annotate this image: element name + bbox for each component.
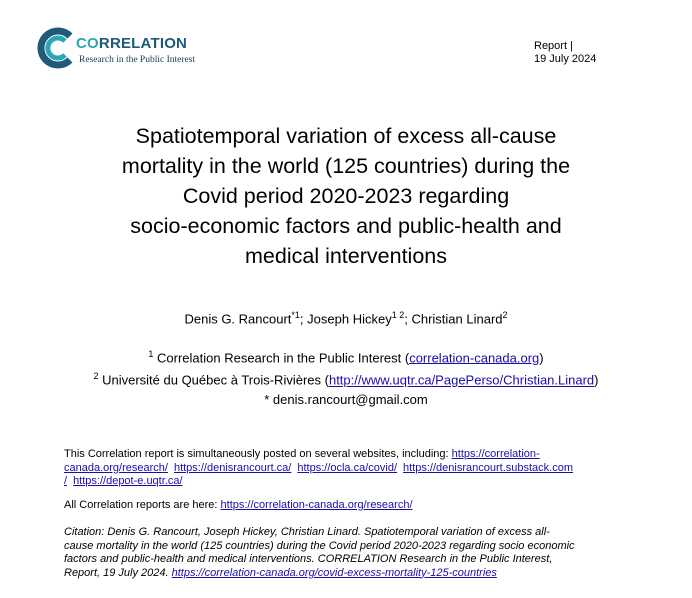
report-meta [534, 40, 596, 66]
contact-email: * denis.rancourt@gmail.com [264, 391, 428, 407]
title-line: Covid period 2020-2023 regarding [182, 184, 510, 208]
posting-note-line [64, 462, 629, 476]
author-list [0, 310, 692, 326]
posting-link[interactable]: https://denisrancourt.ca/ [173, 461, 292, 474]
author-separator: ; [299, 311, 308, 327]
correlation-logo[interactable] [34, 26, 224, 72]
logo-wordmark-rest: RRELATION [98, 35, 188, 52]
posting-link[interactable]: https://denisrancourt.substack.com [403, 461, 573, 474]
report-title [40, 121, 652, 271]
affiliation-line [0, 367, 692, 389]
logo-wordmark [76, 35, 187, 52]
posting-link[interactable]: https://depot-e.uqtr.ca/ [73, 475, 183, 487]
citation-text: Report, 19 July 2024. [64, 566, 172, 579]
citation-block [64, 526, 634, 580]
affiliations [0, 345, 692, 409]
logo-wordmark-prefix: CO [76, 35, 99, 52]
title-line: socio-economic factors and public-health and [130, 214, 562, 238]
posting-link[interactable]: canada.org/research/ [64, 461, 168, 474]
citation-link[interactable]: https://correlation-canada.org/covid-excess-mortality-125-countries [171, 566, 497, 579]
affiliation-line [0, 345, 692, 367]
citation-line: Citation: Denis G. Rancourt, Joseph Hickey, Christian Linard. Spatiotemporal variation of excess all- [64, 526, 550, 538]
affiliation-close: ) [594, 372, 599, 388]
posting-link[interactable]: / [64, 475, 68, 487]
all-reports-text: All Correlation reports are here: [64, 499, 221, 511]
author-affiliation-marker: *1 [291, 310, 300, 320]
affiliation-link[interactable]: correlation-canada.org [409, 350, 540, 366]
affiliation-marker: 2 [93, 371, 99, 382]
author-affiliation-marker: 2 [502, 310, 508, 320]
posting-link[interactable]: https://correlation- [451, 448, 540, 460]
affiliation-link[interactable]: http://www.uqtr.ca/PagePerso/Christian.Linard [328, 372, 595, 388]
affiliation-text: Correlation Research in the Public Interest ( [153, 350, 410, 366]
citation-line [64, 567, 634, 581]
all-reports-link[interactable]: https://correlation-canada.org/research/ [220, 499, 413, 511]
title-line: mortality in the world (125 countries) during the [121, 154, 571, 178]
posting-note-line [64, 475, 629, 489]
author-name: Denis G. Rancourt [184, 311, 292, 327]
author-affiliation-marker: 1 2 [391, 310, 405, 320]
author-separator: ; [404, 311, 412, 327]
author-name: Christian Linard [411, 311, 503, 327]
correlation-logo-mark-icon [34, 26, 78, 70]
affiliation-text: Université du Québec à Trois-Rivières ( [98, 372, 329, 388]
posting-note-line [64, 448, 629, 462]
author-name: Joseph Hickey [307, 311, 392, 327]
title-line: Spatiotemporal variation of excess all-cause [135, 124, 557, 148]
citation-line: factors and public-health and medical interventions. CORRELATION Research in the Public Interest, [64, 553, 553, 565]
affiliation-marker: 1 [148, 349, 154, 359]
citation-line: cause mortality in the world (125 countries) during the Covid period 2020-2023 regarding socio economic [64, 539, 575, 552]
all-reports-note [64, 499, 413, 511]
posting-note [64, 448, 629, 489]
title-line: medical interventions [245, 244, 447, 268]
posting-link[interactable]: https://ocla.ca/covid/ [297, 461, 398, 474]
report-date: 19 July 2024 [534, 53, 597, 65]
posting-note-intro: This Correlation report is simultaneously posted on several websites, including: [64, 448, 452, 460]
affiliation-close: ) [539, 350, 544, 366]
logo-tagline: Research in the Public Interest [79, 55, 196, 65]
report-type: Report | [534, 40, 573, 52]
